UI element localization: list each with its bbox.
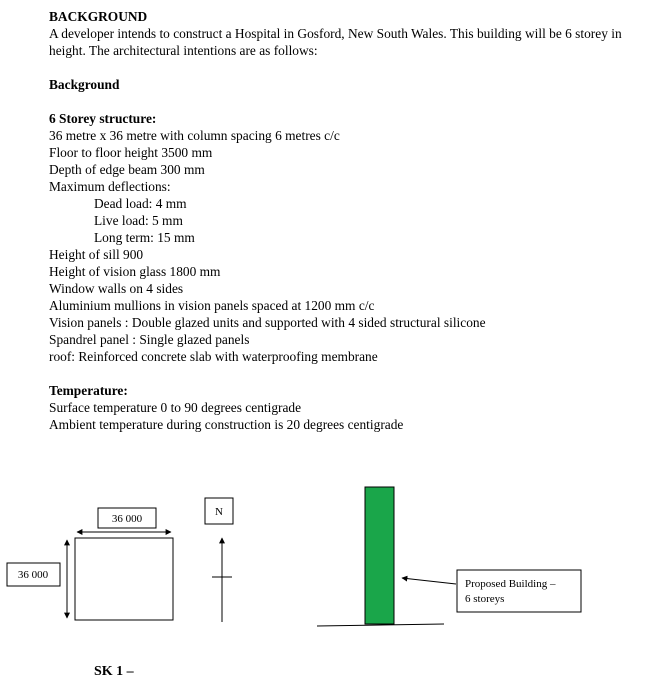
structure-title: 6 Storey structure:: [49, 111, 157, 126]
structure-line: Floor to floor height 3500 mm: [49, 145, 213, 160]
building-plan-outline: [75, 538, 173, 620]
structure-line: Height of vision glass 1800 mm: [49, 264, 221, 279]
deflection-line: Live load: 5 mm: [94, 213, 183, 228]
north-label: N: [215, 506, 223, 518]
proposed-building-elevation: [365, 487, 394, 624]
background-heading: BACKGROUND: [49, 9, 148, 24]
callout-line-1: Proposed Building –: [465, 578, 556, 590]
background-subheading: Background: [49, 77, 120, 92]
temperature-title: Temperature:: [49, 383, 128, 398]
deflection-line: Long term: 15 mm: [94, 230, 195, 245]
structure-line: Aluminium mullions in vision panels spaced at 1200 mm c/c: [49, 298, 375, 313]
structure-line: Maximum deflections:: [49, 179, 171, 194]
structure-line: Spandrel panel : Single glazed panels: [49, 332, 250, 347]
sketch-caption: SK 1 –: [94, 664, 134, 679]
structure-line: 36 metre x 36 metre with column spacing 6 metres c/c: [49, 128, 340, 143]
structure-line: Height of sill 900: [49, 247, 144, 262]
width-label: 36 000: [111, 513, 143, 525]
temperature-line: Ambient temperature during construction is 20 degrees centigrade: [49, 417, 404, 432]
structure-line: Vision panels : Double glazed units and supported with 4 sided structural silicone: [49, 315, 486, 330]
structure-line: roof: Reinforced concrete slab with waterproofing membrane: [49, 349, 378, 364]
temperature-line: Surface temperature 0 to 90 degrees centigrade: [49, 400, 302, 415]
callout-box: [457, 570, 581, 612]
callout-arrow: [402, 578, 456, 584]
structure-line: Depth of edge beam 300 mm: [49, 162, 205, 177]
height-label: 36 000: [17, 569, 49, 581]
deflection-line: Dead load: 4 mm: [94, 196, 187, 211]
intro-paragraph: A developer intends to construct a Hospital in Gosford, New South Wales. This building will be 6 storey in height. The architectural intentions are as follows:: [49, 26, 622, 58]
structure-line: Window walls on 4 sides: [49, 281, 184, 296]
callout-line-2: 6 storeys: [465, 593, 505, 605]
